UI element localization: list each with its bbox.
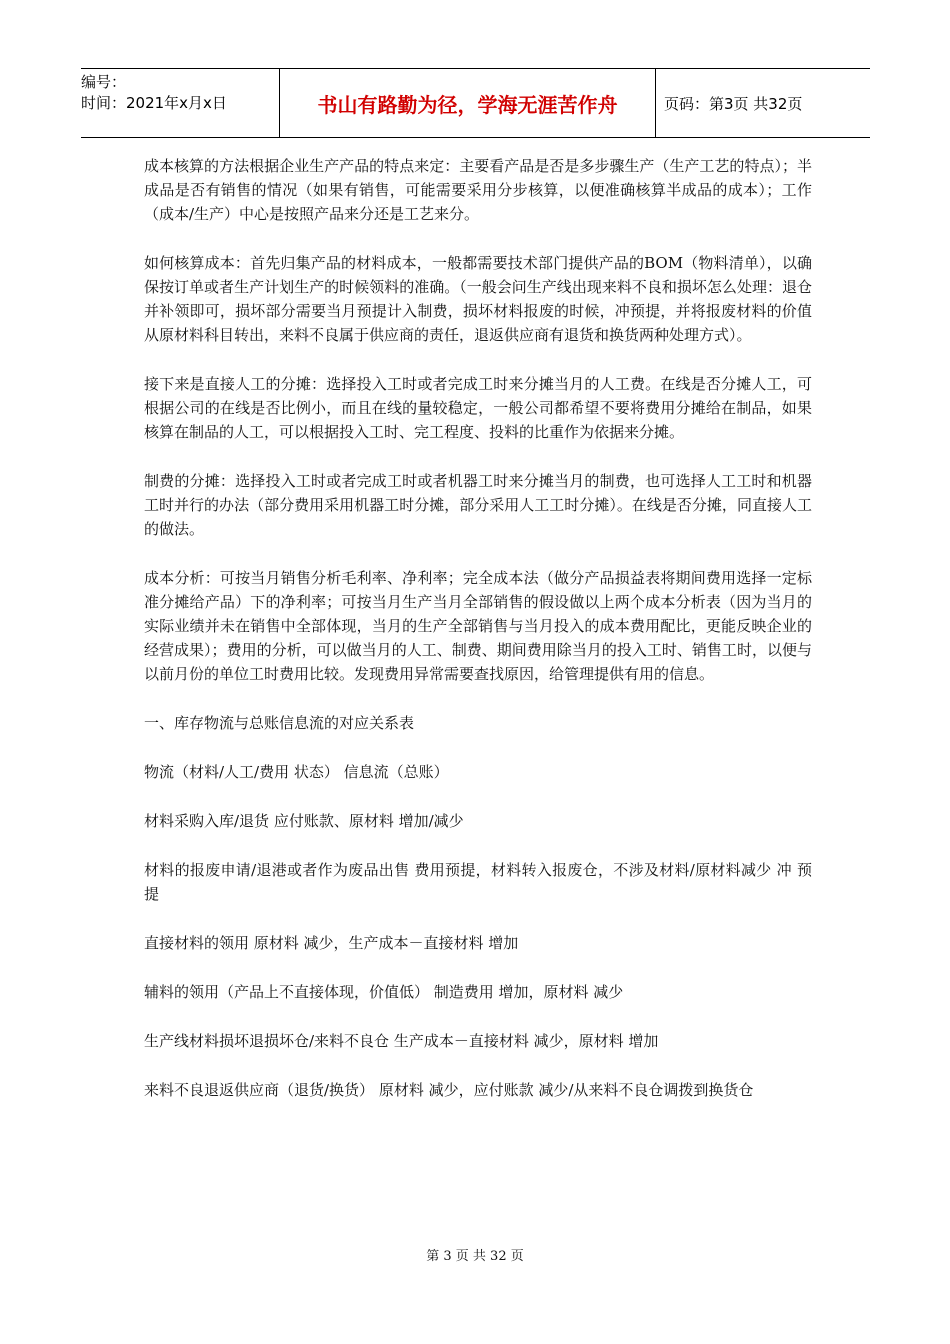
- mapping-line: 直接材料的领用 原材料 减少，生产成本－直接材料 增加: [144, 934, 519, 952]
- page-header: [81, 68, 870, 138]
- header-motto: 书山有路勤为径，学海无涯苦作舟: [280, 69, 656, 137]
- header-meta-cell: [81, 69, 280, 137]
- mapping-line: 来料不良退返供应商（退货/换货） 原材料 减少，应付账款 减少/从来料不良仓调拨到换货仓: [144, 1081, 754, 1099]
- document-body: [144, 154, 812, 1127]
- paragraph: 如何核算成本：首先归集产品的材料成本，一般都需要技术部门提供产品的BOM（物料清单），以确保按订单或者生产计划生产的时候领料的准确。（一般会问生产线出现来料不良和损坏怎么处理：退仓并补领即可，损坏部分需要当月预提计入制费，损坏材料报废的时候，冲预提，并将报废材料的价值从原材料科目转出，来料不良属于供应商的责任，退返供应商有退货和换货两种处理方式）。: [144, 254, 812, 344]
- paragraph: 制费的分摊：选择投入工时或者完成工时或者机器工时来分摊当月的制费，也可选择人工工时和机器工时并行的办法（部分费用采用机器工时分摊，部分采用人工工时分摊）。在线是否分摊，同直接人工的做法。: [144, 472, 812, 538]
- mapping-line: 辅料的领用（产品上不直接体现，价值低） 制造费用 增加，原材料 减少: [144, 983, 624, 1001]
- page-footer: 第 3 页 共 32 页: [426, 1249, 524, 1264]
- number-label: 编号：: [81, 73, 127, 91]
- mapping-line: 生产线材料损坏退损坏仓/来料不良仓 生产成本－直接材料 减少，原材料 增加: [144, 1032, 659, 1050]
- paragraph: 成本分析：可按当月销售分析毛利率、净利率；完全成本法（做分产品损益表将期间费用选择一定标准分摊给产品）下的净利率；可按当月生产当月全部销售的假设做以上两个成本分析表（因为当月的实际业绩并未在销售中全部体现，当月的生产全部销售与当月投入的成本费用配比，更能反映企业的经营成果）；费用的分析，可以做当月的人工、制费、期间费用除当月的投入工时、销售工时，以便与以前月份的单位工时费用比较。发现费用异常需要查找原因，给管理提供有用的信息。: [144, 569, 812, 683]
- section-heading: 一、库存物流与总账信息流的对应关系表: [144, 714, 415, 732]
- table-header-line: 物流（材料/人工/费用 状态） 信息流（总账）: [144, 763, 449, 781]
- mapping-line: 材料采购入库/退货 应付账款、原材料 增加/减少: [144, 812, 464, 830]
- header-page-info: 页码：第3页 共32页: [664, 94, 803, 113]
- paragraph: 接下来是直接人工的分摊：选择投入工时或者完成工时来分摊当月的人工费。在线是否分摊人工，可根据公司的在线是否比例小，而且在线的量较稳定，一般公司都希望不要将费用分摊给在制品，如果核算在制品的人工，可以根据投入工时、完工程度、投料的比重作为依据来分摊。: [144, 375, 812, 441]
- mapping-line: 材料的报废申请/退港或者作为废品出售 费用预提，材料转入报废仓，不涉及材料/原材料减少 冲 预提: [144, 861, 812, 903]
- paragraph: 成本核算的方法根据企业生产产品的特点来定：主要看产品是否是多步骤生产（生产工艺的特点）；半成品是否有销售的情况（如果有销售，可能需要采用分步核算，以便准确核算半成品的成本）；工作（成本/生产）中心是按照产品来分还是工艺来分。: [144, 157, 812, 223]
- date-label: 时间：2021年x月x日: [81, 94, 227, 112]
